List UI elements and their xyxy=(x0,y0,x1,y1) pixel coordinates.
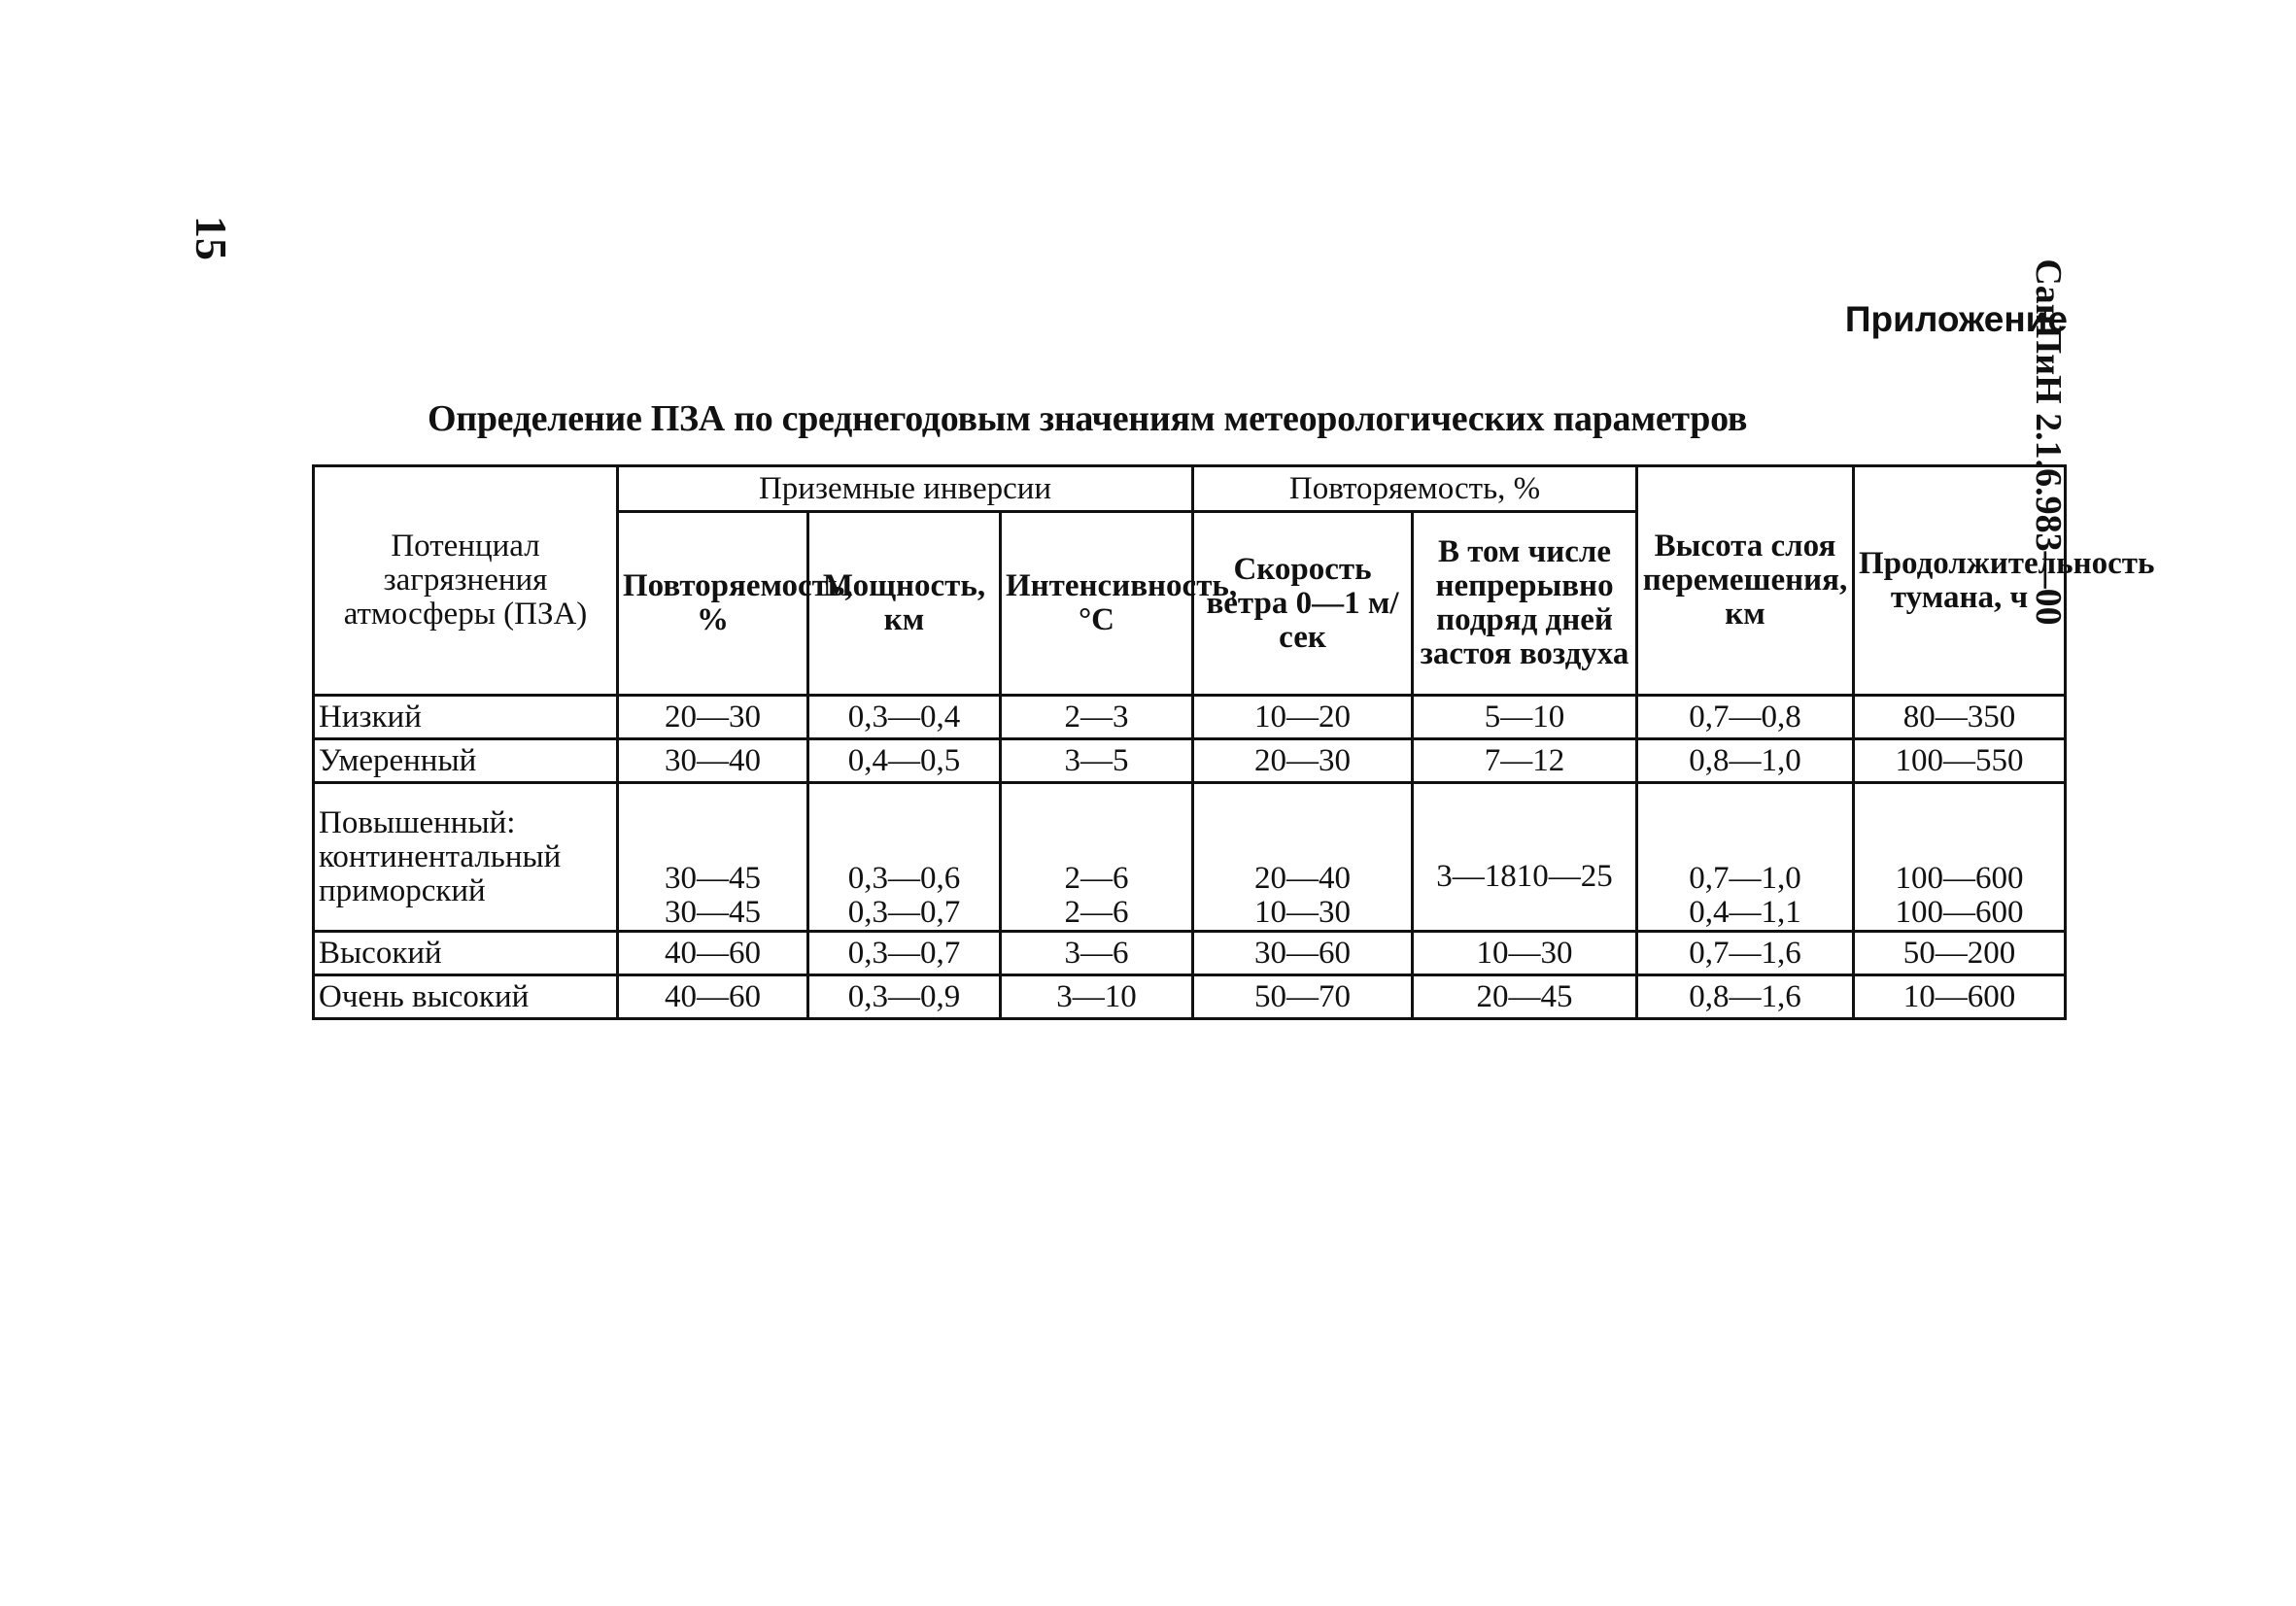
cell-wind-speed: 20—30 xyxy=(1193,739,1413,783)
cell-inversion-intensity: 3—10 xyxy=(1001,975,1193,1019)
header-stagnation-days: В том числе непрерывно подряд дней застоя воздуха xyxy=(1413,512,1637,696)
row-sublabel-maritime: приморский xyxy=(319,872,486,908)
row-label: Очень высокий xyxy=(314,975,618,1019)
cell-inversion-repeatability: 40—60 xyxy=(618,975,808,1019)
cell-value-maritime: 0,4—1,1 xyxy=(1689,895,1801,930)
header-mixing-height: Высота слоя перемешения, км xyxy=(1637,466,1854,696)
cell-value-continental: 0,3—0,6 xyxy=(847,861,961,896)
row-label-group xyxy=(314,783,618,932)
cell-inversion-intensity: 2—3 xyxy=(1001,696,1193,739)
cell-mixing-height: 0,7—1,6 xyxy=(1637,932,1854,975)
cell-fog-duration: 100—550 xyxy=(1854,739,2066,783)
table-row-moderate xyxy=(314,739,2066,783)
cell-inversion-intensity: 3—6 xyxy=(1001,932,1193,975)
cell-mixing-height xyxy=(1637,783,1854,932)
cell-fog-duration: 10—600 xyxy=(1854,975,2066,1019)
cell-fog-duration xyxy=(1854,783,2066,932)
row-label: Повышенный: xyxy=(319,804,516,840)
cell-value-continental: 30—45 xyxy=(665,861,761,896)
cell-value-maritime: 30—45 xyxy=(665,895,761,930)
cell-stagnation-days: 7—12 xyxy=(1413,739,1637,783)
cell-inversion-thickness: 0,4—0,5 xyxy=(808,739,1001,783)
page-number: 15 xyxy=(187,216,236,260)
cell-stagnation-days: 20—45 xyxy=(1413,975,1637,1019)
cell-inversion-thickness: 0,3—0,9 xyxy=(808,975,1001,1019)
header-potential: Потенциал загрязнения атмосферы (ПЗА) xyxy=(314,466,618,696)
row-label: Низкий xyxy=(314,696,618,739)
header-row-group xyxy=(314,466,2066,512)
cell-stagnation-days: 10—30 xyxy=(1413,932,1637,975)
cell-inversion-intensity xyxy=(1001,783,1193,932)
cell-value-continental: 2—6 xyxy=(1064,861,1129,896)
cell-inversion-repeatability: 40—60 xyxy=(618,932,808,975)
cell-value-continental: 0,7—1,0 xyxy=(1689,861,1801,896)
cell-value-maritime: 10—30 xyxy=(1254,895,1352,930)
cell-fog-duration: 50—200 xyxy=(1854,932,2066,975)
cell-stagnation-days: 3—1810—25 xyxy=(1413,783,1637,932)
cell-inversion-thickness: 0,3—0,7 xyxy=(808,932,1001,975)
cell-inversion-intensity: 3—5 xyxy=(1001,739,1193,783)
cell-value-maritime: 2—6 xyxy=(1064,895,1129,930)
table-row-low xyxy=(314,696,2066,739)
cell-wind-speed: 10—20 xyxy=(1193,696,1413,739)
row-label: Высокий xyxy=(314,932,618,975)
cell-mixing-height: 0,7—0,8 xyxy=(1637,696,1854,739)
header-inversion-thickness: Мощность, км xyxy=(808,512,1001,696)
cell-inversion-repeatability: 20—30 xyxy=(618,696,808,739)
cell-value-maritime: 100—600 xyxy=(1895,895,2024,930)
document-code: СанПиН 2.1.6.983—00 xyxy=(2028,258,2069,626)
cell-fog-duration: 80—350 xyxy=(1854,696,2066,739)
cell-inversion-repeatability: 30—40 xyxy=(618,739,808,783)
cell-wind-speed: 30—60 xyxy=(1193,932,1413,975)
cell-inversion-thickness: 0,3—0,4 xyxy=(808,696,1001,739)
cell-stagnation-days: 5—10 xyxy=(1413,696,1637,739)
row-label: Умеренный xyxy=(314,739,618,783)
row-sublabel-continental: континентальный xyxy=(319,838,562,874)
cell-wind-speed xyxy=(1193,783,1413,932)
cell-value-maritime: 0,3—0,7 xyxy=(847,895,961,930)
table-row-high xyxy=(314,932,2066,975)
cell-wind-speed: 50—70 xyxy=(1193,975,1413,1019)
table-row-very-high xyxy=(314,975,2066,1019)
cell-mixing-height: 0,8—1,0 xyxy=(1637,739,1854,783)
table-title: Определение ПЗА по среднегодовым значениям метеорологических параметров xyxy=(428,398,1748,439)
table-row-elevated xyxy=(314,783,2066,932)
header-fog-duration: Продолжительность тумана, ч xyxy=(1854,466,2066,696)
cell-inversion-thickness xyxy=(808,783,1001,932)
header-repeatability-group: Повторяемость, % xyxy=(1193,466,1637,512)
header-ground-inversions: Приземные инверсии xyxy=(618,466,1193,512)
cell-mixing-height: 0,8—1,6 xyxy=(1637,975,1854,1019)
header-inversion-repeatability: Повторяемость, % xyxy=(618,512,808,696)
cell-inversion-repeatability xyxy=(618,783,808,932)
appendix-label: Приложение xyxy=(1844,299,2068,339)
cell-value-continental: 20—40 xyxy=(1254,861,1352,896)
header-wind-speed: Скорость ветра 0—1 м/сек xyxy=(1193,512,1413,696)
cell-value-continental: 100—600 xyxy=(1895,861,2024,896)
header-inversion-intensity: Интенсивность, °С xyxy=(1001,512,1193,696)
pza-table xyxy=(312,464,2155,1020)
